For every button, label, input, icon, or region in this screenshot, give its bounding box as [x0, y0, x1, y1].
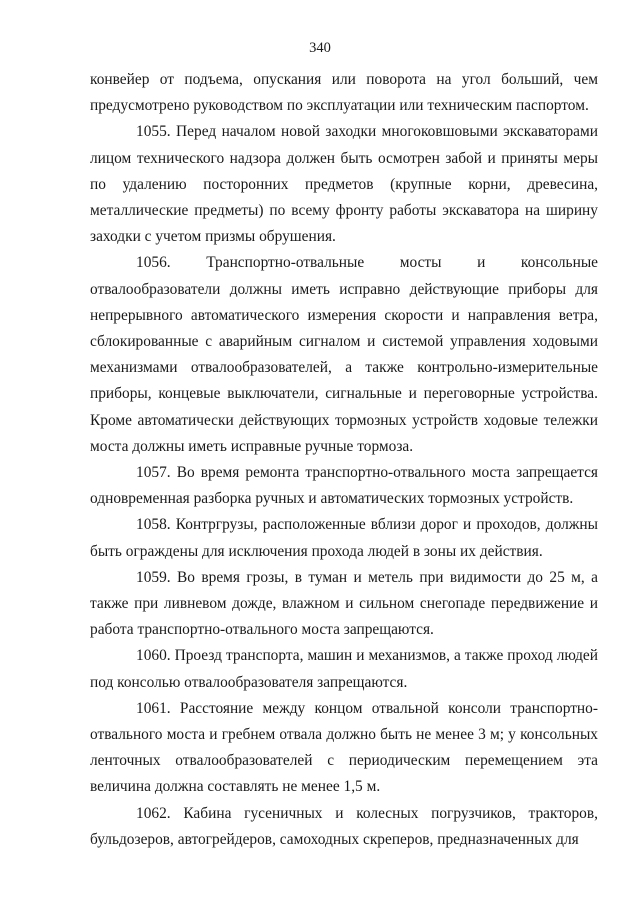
paragraph-1055: 1055. Перед началом новой заходки многоковшовыми экскаваторами лицом технического надзора должен быть осмотрен забой и приняты меры по удалению посторонних предметов (крупные корни, древесина, металлические предметы) по всему фронту работы экскаватора на ширину заходки с учетом призмы обрушения.	[90, 123, 598, 246]
paragraph-continuation: конвейер от подъема, опускания или поворота на угол больший, чем предусмотрено руководством по эксплуатации или техническим паспортом.	[90, 71, 598, 115]
paragraph-1057: 1057. Во время ремонта транспортно-отвального моста запрещается одновременная разборка ручных и автоматических тормозных устройств.	[90, 464, 598, 508]
page-number: 340	[309, 40, 331, 56]
paragraph-1061: 1061. Расстояние между концом отвальной консоли транспортно-отвального моста и гребнем отвала должно быть не менее 3 м; у консольных ленточных отвалообразователей с периодическим перемещением эта величина должна составлять не менее 1,5 м.	[90, 699, 598, 796]
document-body	[90, 67, 598, 853]
paragraph-1059: 1059. Во время грозы, в туман и метель при видимости до 25 м, а также при ливневом дожде, влажном и сильном снегопаде передвижение и работа транспортно-отвального моста запрещаются.	[90, 568, 598, 639]
paragraph-1060: 1060. Проезд транспорта, машин и механизмов, а также проход людей под консолью отвалообразователя запрещаются.	[90, 647, 598, 691]
paragraph-1062: 1062. Кабина гусеничных и колесных погрузчиков, тракторов, бульдозеров, автогрейдеров, самоходных скреперов, предназначенных для	[90, 804, 598, 848]
paragraph-1058: 1058. Контргрузы, расположенные вблизи дорог и проходов, должны быть ограждены для исключения прохода людей в зоны их действия.	[90, 516, 598, 560]
paragraph-1056: 1056. Транспортно-отвальные мосты и консольные отвалообразователи должны иметь исправно действующие приборы для непрерывного автоматического измерения скорости и направления ветра, сблокированные с аварийным сигналом и системой управления ходовыми механизмами отвалообразователей, а также контрольно-измерительные приборы, концевые выключатели, сигнальные и переговорные устройства. Кроме автоматически действующих тормозных устройств ходовые тележки моста должны иметь исправные ручные тормоза.	[90, 254, 598, 455]
